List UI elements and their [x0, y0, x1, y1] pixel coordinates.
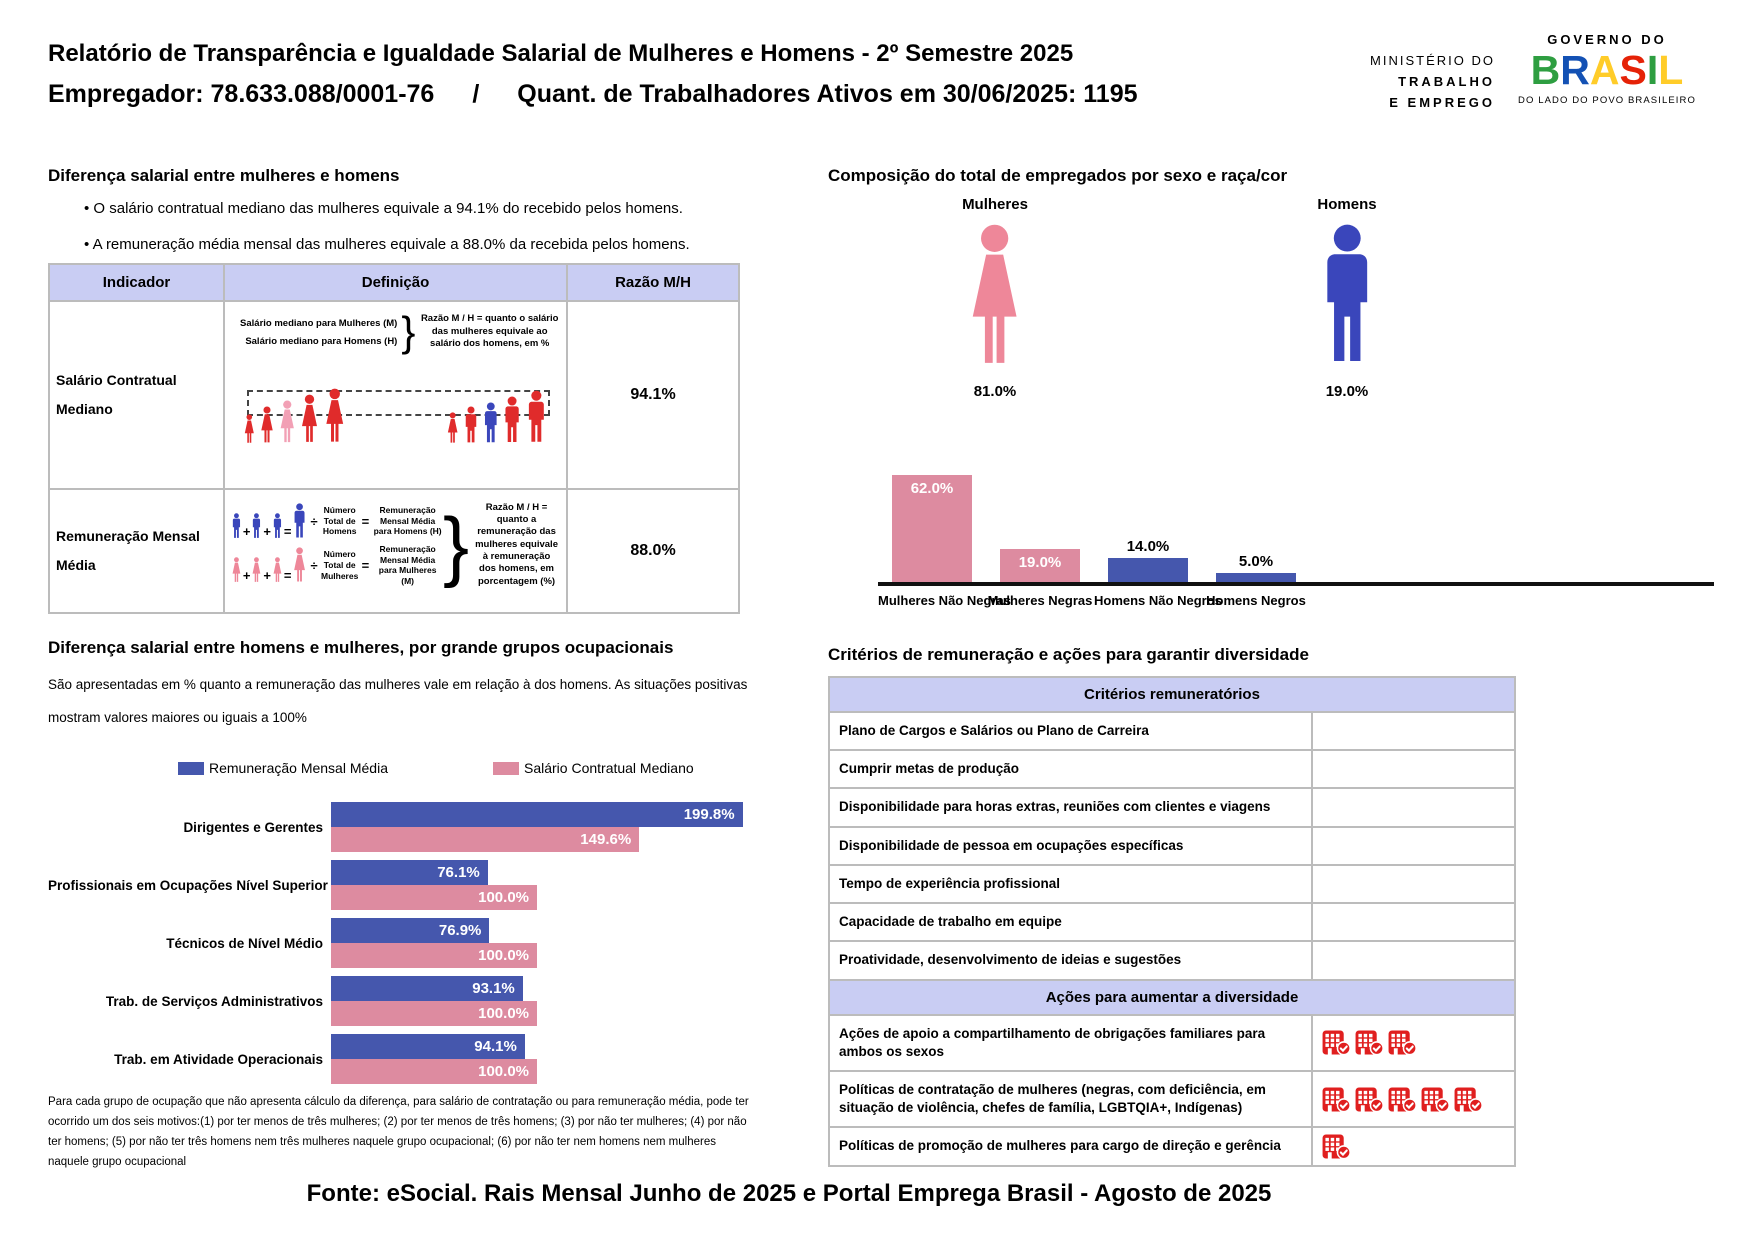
mean-salary-bar — [331, 918, 489, 943]
woman-icon — [243, 414, 256, 444]
woman-icon — [272, 557, 283, 583]
criteria-row-value — [1313, 828, 1514, 864]
ratio-mean-value: 88.0% — [568, 490, 738, 612]
brace-glyph: } — [443, 500, 470, 589]
brasil-wordmark — [1512, 47, 1702, 93]
median-salary-bar — [331, 1001, 537, 1026]
company-check-icon — [1388, 1030, 1417, 1055]
employer-line — [48, 80, 1138, 109]
median-definition-diagram — [231, 310, 560, 354]
brasil-letter: S — [1619, 47, 1647, 93]
mean-salary-bar — [331, 1034, 525, 1059]
mean-definition-diagram — [231, 498, 560, 592]
occupation-label: Profissionais em Ocupações Nível Superior — [48, 877, 328, 893]
brasil-letter: R — [1560, 47, 1590, 93]
source-footer: Fonte: eSocial. Rais Mensal Junho de 2025 e Portal Emprega Brasil - Agosto de 2025 — [306, 1180, 1272, 1207]
women-figures-group — [243, 388, 347, 444]
equals-sign: = — [283, 524, 292, 539]
legend-item — [493, 760, 694, 776]
criteria-row-label: Proatividade, desenvolvimento de ideias e sugestões — [830, 942, 1311, 978]
man-icon — [251, 513, 262, 539]
men-figures-group — [446, 390, 548, 444]
median-salary-bar — [331, 827, 639, 852]
women-mean-formula — [231, 544, 443, 587]
plus-sign: + — [263, 524, 271, 539]
salary-gap-title: Diferença salarial entre mulheres e homens — [48, 166, 400, 185]
legend-swatch — [493, 762, 519, 775]
action-row-label: Ações de apoio a compartilhamento de obrigações familiares para ambos os sexos — [830, 1016, 1311, 1070]
composition-bar — [1000, 549, 1080, 582]
legend-label: Salário Contratual Mediano — [523, 760, 694, 776]
men-figures — [231, 503, 308, 539]
criteria-row-value — [1313, 942, 1514, 978]
criteria-title: Critérios de remuneração e ações para garantir diversidade — [828, 645, 1309, 664]
brasil-letter: A — [1589, 47, 1620, 93]
criteria-table — [828, 676, 1516, 1167]
bar-value-label: 100.0% — [478, 947, 529, 964]
company-check-icon — [1322, 1087, 1351, 1112]
women-divisor-text: Número Total de Mulheres — [321, 549, 359, 581]
woman-icon — [964, 223, 1025, 369]
salary-gap-bullets — [84, 200, 690, 272]
men-result-text: Remuneração Mensal Média para Homens (H) — [373, 505, 442, 537]
legend-item — [178, 760, 388, 776]
occupations-footnote: Para cada grupo de ocupação que não apresenta cálculo da diferença, para salário de contratação ou para remuneração média, pode ter ocorrido um dos seis motivos:(1) por ter menos de três mulheres; (2) por ter menos de três homens; (3) por não ter mulheres; (4) por não ter homens; (5) por não ter três homens nem três mulheres naquele grupo ocupacional; (6) por não ter nem homens nem mulheres naquele grupo ocupacional — [48, 1096, 749, 1168]
composition-bars — [878, 472, 1714, 582]
median-definition-lines — [231, 311, 397, 354]
bar-value-label: 100.0% — [478, 1005, 529, 1022]
legend-swatch — [178, 762, 204, 775]
bar-value-label: 62.0% — [910, 480, 954, 497]
woman-icon — [231, 557, 242, 583]
occupation-label: Técnicos de Nível Médio — [166, 935, 323, 951]
occupation-row — [48, 976, 748, 1026]
chart-baseline — [878, 582, 1714, 586]
composition-bar — [1108, 558, 1188, 582]
bar-value-label: 199.8% — [683, 806, 735, 823]
column-header-razao: Razão M/H — [568, 265, 738, 300]
occupation-label: Dirigentes e Gerentes — [183, 819, 323, 835]
criteria-header-remuneratorios: Critérios remuneratórios — [830, 678, 1514, 711]
composition-bar-slot — [986, 472, 1094, 582]
action-row-icons — [1313, 1016, 1514, 1070]
composition-title: Composição do total de empregados por sexo e raça/cor — [828, 166, 1288, 185]
company-check-icon — [1322, 1030, 1351, 1055]
action-row-icons — [1313, 1128, 1514, 1164]
men-divisor-text: Número Total de Homens — [322, 505, 357, 537]
mean-salary-bar — [331, 976, 523, 1001]
median-women-line: Salário mediano para Mulheres (M) — [240, 317, 398, 329]
male-label: Homens — [1317, 196, 1377, 213]
criteria-row-label: Disponibilidade para horas extras, reuniões com clientes e viagens — [830, 789, 1311, 825]
woman-icon — [299, 394, 320, 444]
male-percentage: 19.0% — [1325, 383, 1369, 400]
ratio-median-value: 94.1% — [568, 302, 738, 488]
male-icon-holder — [1287, 223, 1407, 371]
woman-icon — [259, 406, 275, 444]
mean-salary-bar — [331, 860, 488, 885]
mean-ratio-note: Razão M / H = quanto a remuneração das mulheres equivale à remuneração dos homens, em porcentagem (%) — [475, 501, 558, 587]
category-label: Mulheres Negras — [987, 593, 1093, 608]
company-check-icon — [1355, 1030, 1384, 1055]
occupations-chart — [48, 802, 748, 1092]
brasil-letter: B — [1530, 47, 1561, 93]
divide-sign: ÷ — [310, 557, 318, 573]
equals-sign: = — [283, 568, 292, 584]
action-row-label: Políticas de contratação de mulheres (negras, com deficiência, em situação de violência, chefes de família, LGBTQIA+, Indígenas) — [830, 1072, 1311, 1126]
female-column — [935, 196, 1055, 400]
composition-bar-slot — [1094, 472, 1202, 582]
criteria-row-value — [1313, 713, 1514, 749]
active-workers-count: Quant. de Trabalhadores Ativos em 30/06/2025: 1195 — [517, 80, 1138, 108]
occupation-label: Trab. de Serviços Administrativos — [105, 993, 323, 1009]
criteria-row-value — [1313, 751, 1514, 787]
brace-glyph: } — [401, 308, 416, 355]
brasil-letter: I — [1646, 47, 1659, 93]
category-label: Homens Negros — [1206, 593, 1306, 608]
occupation-row — [48, 918, 748, 968]
action-row-label: Políticas de promoção de mulheres para cargo de direção e gerência — [830, 1128, 1311, 1164]
composition-category-labels — [878, 593, 1714, 608]
category-label: Homens Não Negros — [1094, 593, 1222, 608]
occupation-row — [48, 860, 748, 910]
action-row-icons — [1313, 1072, 1514, 1126]
composition-bar-slot — [878, 472, 986, 582]
criteria-header-acoes: Ações para aumentar a diversidade — [830, 981, 1514, 1014]
category-label: Mulheres Não Negras — [878, 593, 1011, 608]
definition-median-cell — [225, 302, 566, 488]
column-header-definicao: Definição — [225, 265, 566, 300]
woman-icon — [251, 557, 262, 583]
indicator-table — [48, 263, 740, 614]
company-check-icon — [1322, 1134, 1351, 1159]
company-check-icon — [1454, 1087, 1483, 1112]
governo-brasil-logo — [1512, 32, 1702, 106]
gov-logo-top-text: GOVERNO DO — [1547, 32, 1667, 47]
occupation-bars — [331, 860, 743, 910]
mean-salary-bar — [331, 802, 743, 827]
composition-bar-slot — [1202, 472, 1310, 582]
ministry-line-3: E EMPREGO — [1389, 95, 1495, 110]
female-label: Mulheres — [962, 196, 1028, 213]
man-icon — [482, 402, 500, 444]
median-ratio-note: Razão M / H = quanto o salário das mulheres equivale ao salário dos homens, em % — [420, 313, 559, 350]
definition-mean-cell — [225, 490, 566, 612]
occupations-legend — [178, 760, 694, 776]
company-check-icon — [1355, 1087, 1384, 1112]
column-header-indicador: Indicador — [50, 265, 223, 300]
composition-bar — [1216, 573, 1296, 582]
man-icon — [292, 503, 307, 539]
indicator-mean-salary: Remuneração Mensal Média — [50, 490, 223, 612]
criteria-row-label: Plano de Cargos e Salários ou Plano de Carreira — [830, 713, 1311, 749]
bar-value-label: 149.6% — [580, 831, 632, 848]
criteria-row-label: Cumprir metas de produção — [830, 751, 1311, 787]
brasil-letter: L — [1658, 47, 1684, 93]
plus-sign: + — [242, 568, 251, 584]
ministry-line-2: TRABALHO — [1398, 74, 1495, 89]
women-result-text: Remuneração Mensal Média para Mulheres (M) — [378, 544, 437, 586]
criteria-row-value — [1313, 904, 1514, 940]
man-icon — [231, 513, 242, 539]
occupations-desc-line1: São apresentadas em % quanto a remuneração das mulheres vale em relação à dos homens. As situações positivas — [48, 677, 748, 692]
occupations-desc-line2: mostram valores maiores ou iguais a 100% — [48, 710, 307, 725]
bar-value-label: 100.0% — [478, 889, 529, 906]
occupation-label: Trab. em Atividade Operacionais — [114, 1051, 323, 1067]
separator: / — [472, 80, 480, 108]
median-salary-bar — [331, 943, 537, 968]
divide-sign: ÷ — [310, 513, 318, 529]
bar-value-label: 14.0% — [1126, 538, 1170, 555]
people-pictogram-row — [231, 358, 560, 444]
occupations-title: Diferença salarial entre homens e mulheres, por grande grupos ocupacionais — [48, 638, 674, 657]
composition-chart — [878, 472, 1714, 608]
page-title: Relatório de Transparência e Igualdade Salarial de Mulheres e Homens - 2º Semestre 2025 — [48, 40, 1074, 67]
criteria-row-label: Tempo de experiência profissional — [830, 866, 1311, 902]
median-men-line: Salário mediano para Homens (H) — [245, 335, 398, 347]
equals-sign: = — [361, 513, 370, 529]
occupation-bars — [331, 918, 743, 968]
woman-icon — [278, 400, 297, 444]
male-column — [1287, 196, 1407, 400]
bar-value-label: 76.1% — [437, 864, 480, 881]
female-icon-holder — [935, 223, 1055, 371]
criteria-row-label: Disponibilidade de pessoa em ocupações específicas — [830, 828, 1311, 864]
woman-icon — [446, 412, 459, 444]
man-icon — [272, 513, 283, 539]
bar-value-label: 94.1% — [474, 1038, 517, 1055]
occupation-bars — [331, 802, 743, 852]
bar-value-label: 5.0% — [1238, 553, 1274, 570]
criteria-row-value — [1313, 789, 1514, 825]
men-mean-formula — [231, 503, 443, 539]
occupation-bars — [331, 1034, 743, 1084]
bar-value-label: 19.0% — [1018, 554, 1062, 571]
plus-sign: + — [242, 524, 251, 539]
bullet-mean-salary: • A remuneração média mensal das mulheres equivale a 88.0% da recebida pelos homens. — [84, 236, 690, 253]
man-icon — [1317, 223, 1378, 367]
man-icon — [525, 390, 548, 444]
composition-bar — [892, 475, 972, 582]
median-salary-bar — [331, 1059, 537, 1084]
equals-sign: = — [361, 557, 370, 573]
occupation-bars — [331, 976, 743, 1026]
ministry-line-1: MINISTÉRIO DO — [1370, 53, 1495, 68]
occupation-row — [48, 1034, 748, 1084]
female-percentage: 81.0% — [973, 383, 1017, 400]
indicator-median-salary: Salário Contratual Mediano — [50, 302, 223, 488]
median-salary-bar — [331, 885, 537, 910]
mean-formulas — [231, 498, 443, 592]
occupation-row — [48, 802, 748, 852]
bar-value-label: 76.9% — [438, 922, 482, 939]
man-icon — [463, 406, 479, 444]
women-figures — [231, 547, 308, 583]
bar-value-label: 93.1% — [472, 980, 515, 997]
company-check-icon — [1421, 1087, 1450, 1112]
company-check-icon — [1388, 1087, 1417, 1112]
gov-logo-tagline: DO LADO DO POVO BRASILEIRO — [1518, 95, 1696, 106]
legend-label: Remuneração Mensal Média — [209, 760, 388, 776]
criteria-row-label: Capacidade de trabalho em equipe — [830, 904, 1311, 940]
employer-id: Empregador: 78.633.088/0001-76 — [48, 80, 435, 108]
woman-icon — [292, 547, 307, 583]
plus-sign: + — [263, 568, 271, 584]
ministry-logo — [1335, 50, 1495, 113]
bar-value-label: 100.0% — [478, 1063, 529, 1080]
man-icon — [502, 396, 522, 444]
bullet-median-salary: • O salário contratual mediano das mulheres equivale a 94.1% do recebido pelos homens. — [84, 200, 690, 217]
criteria-row-value — [1313, 866, 1514, 902]
woman-icon — [323, 388, 347, 444]
